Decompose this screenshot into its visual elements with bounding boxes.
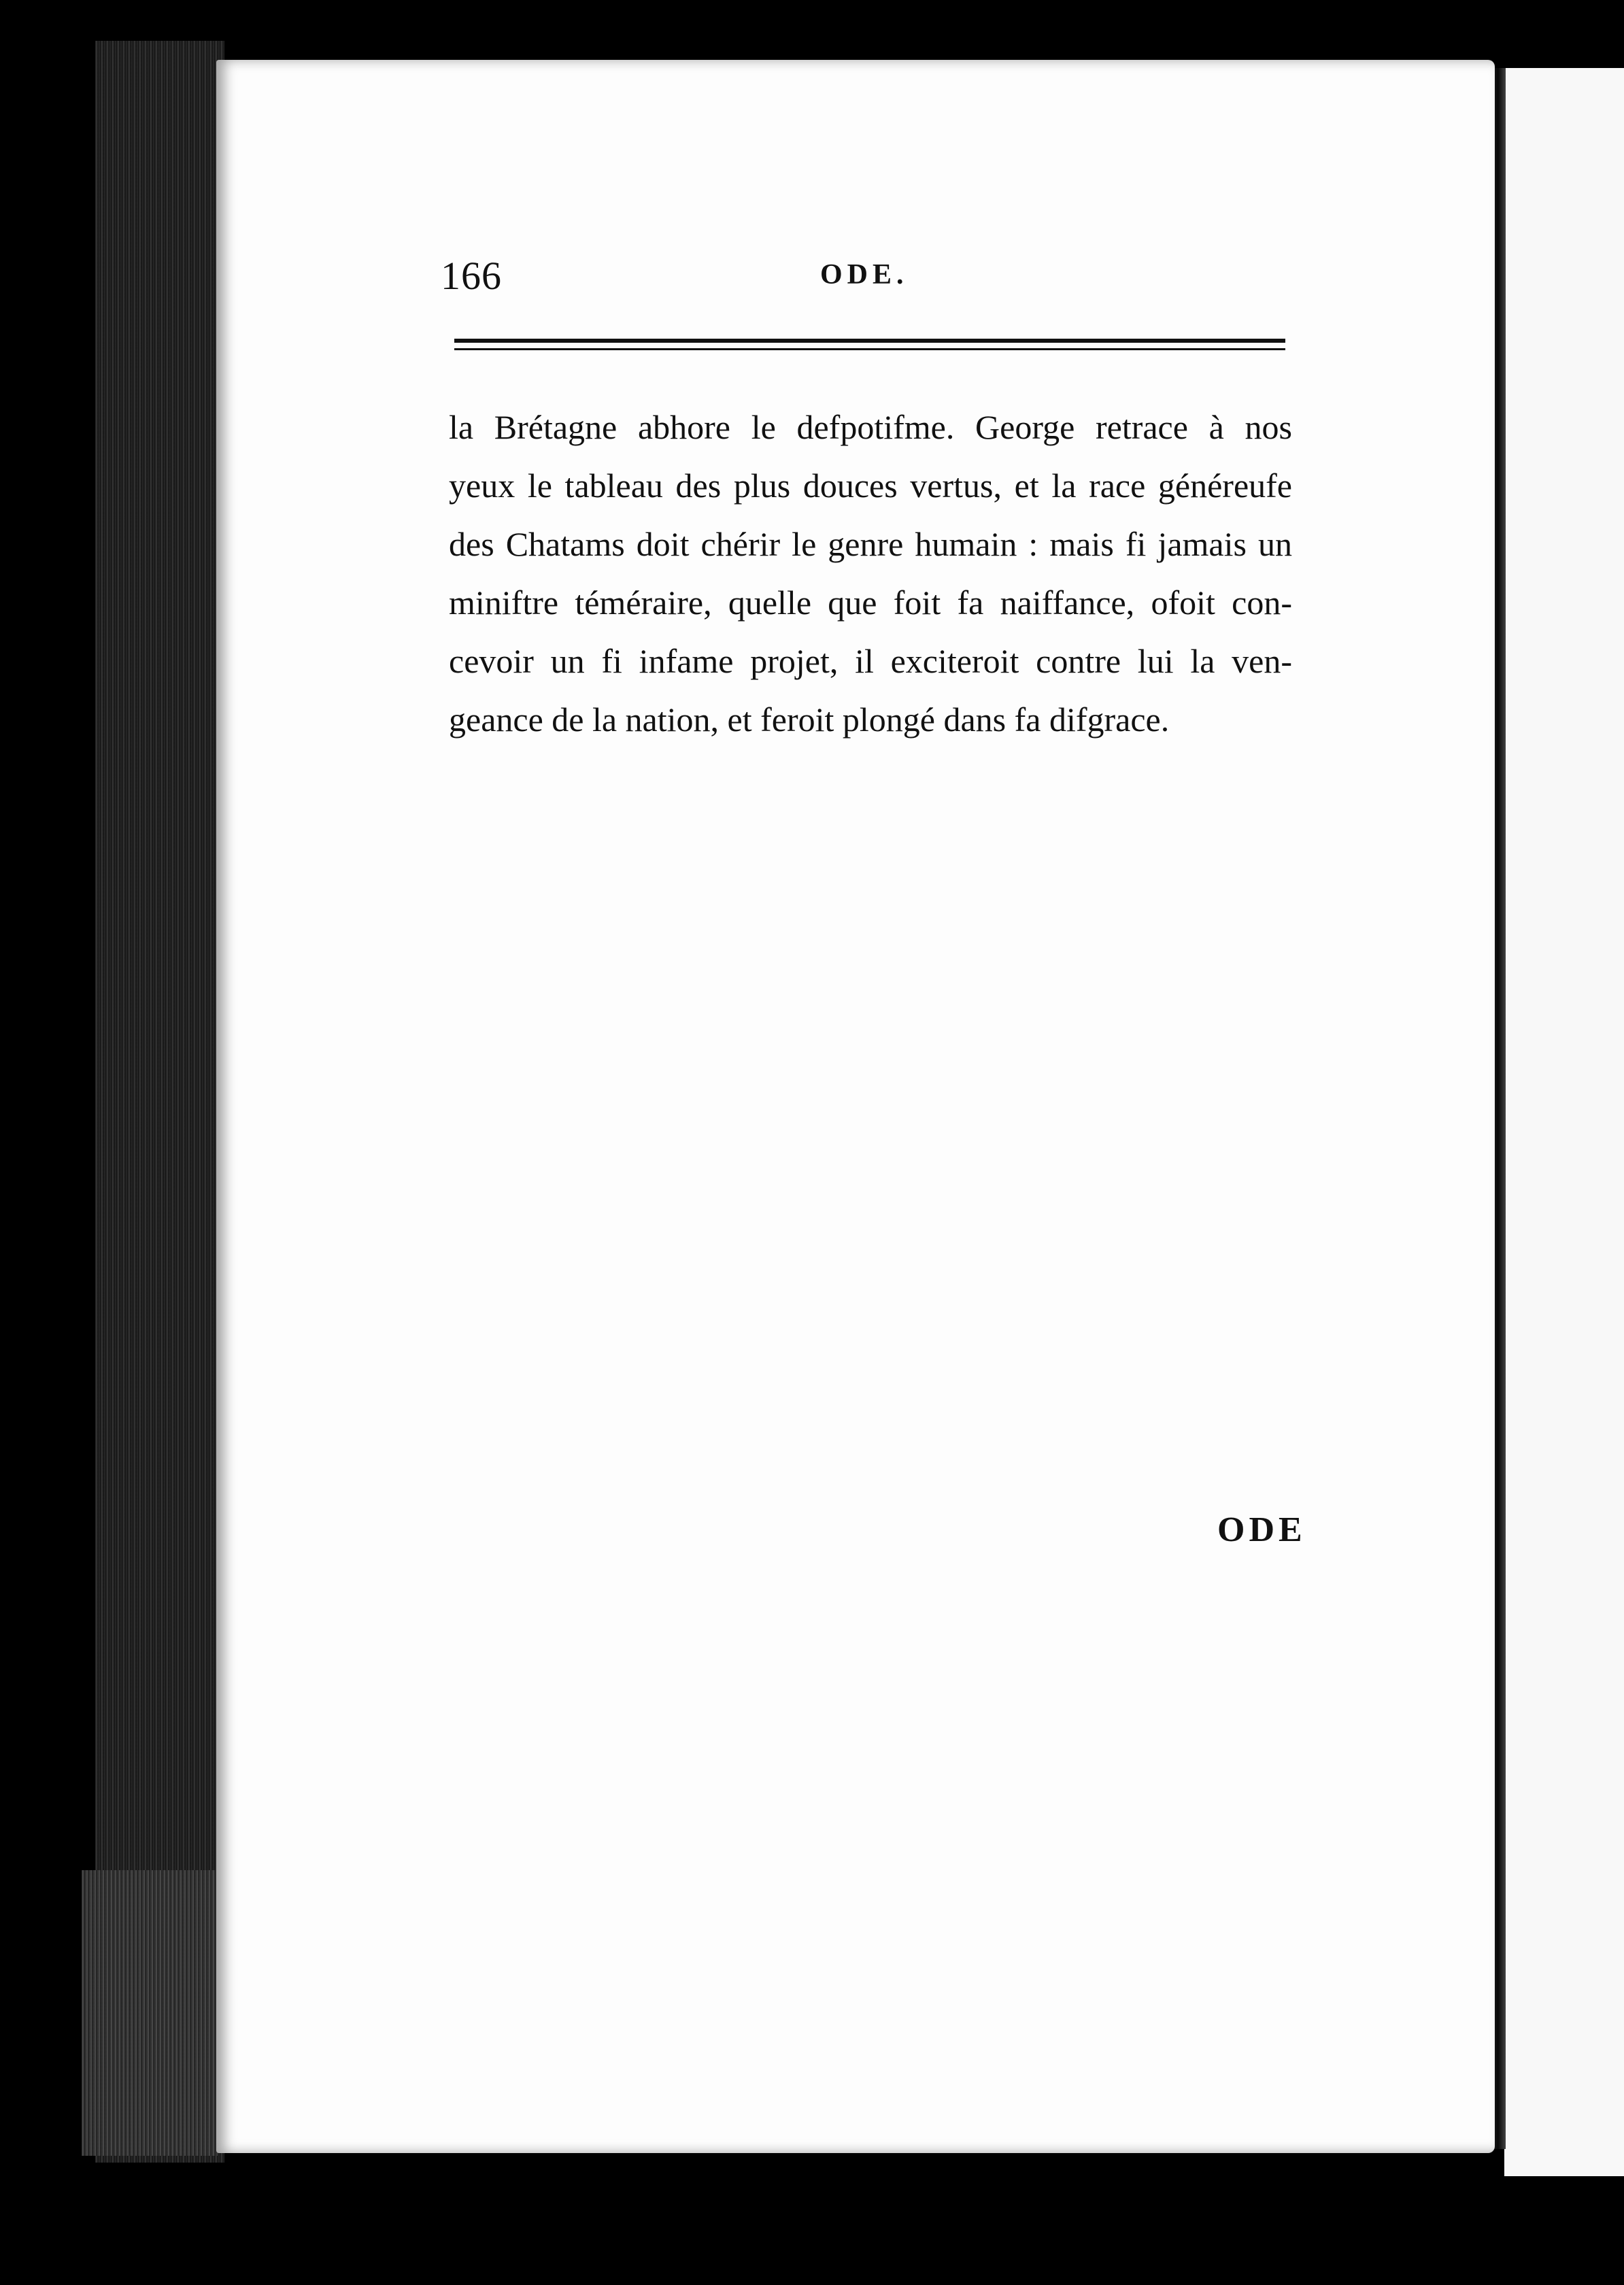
text-line: la Brétagne abhore le defpotifme. George retrace à nos [449,408,1292,446]
text-line: cevoir un fi infame projet, il exciteroit contre lui la ven- [449,642,1292,680]
facing-page [1504,68,1624,2176]
text-line: des Chatams doit chérir le genre humain : mais fi jamais un [449,525,1292,563]
book-page-edges [95,41,224,2163]
running-head: ODE. [820,259,909,290]
catchword: ODE [1217,1510,1306,1549]
text-line: geance de la nation, et feroit plongé dans fa difgrace. [449,700,1170,739]
body-text [449,398,1292,749]
text-line: miniftre téméraire, quelle que foit fa naiffance, ofoit con- [449,583,1292,622]
header-rule-thick [454,339,1285,343]
page-number: 166 [441,254,502,298]
book-page-edges-lower [82,1870,218,2156]
book-page [216,60,1495,2153]
header-rule-thin [454,348,1285,350]
text-line: yeux le tableau des plus douces vertus, et la race généreufe [449,467,1292,505]
page-header [441,253,1285,298]
